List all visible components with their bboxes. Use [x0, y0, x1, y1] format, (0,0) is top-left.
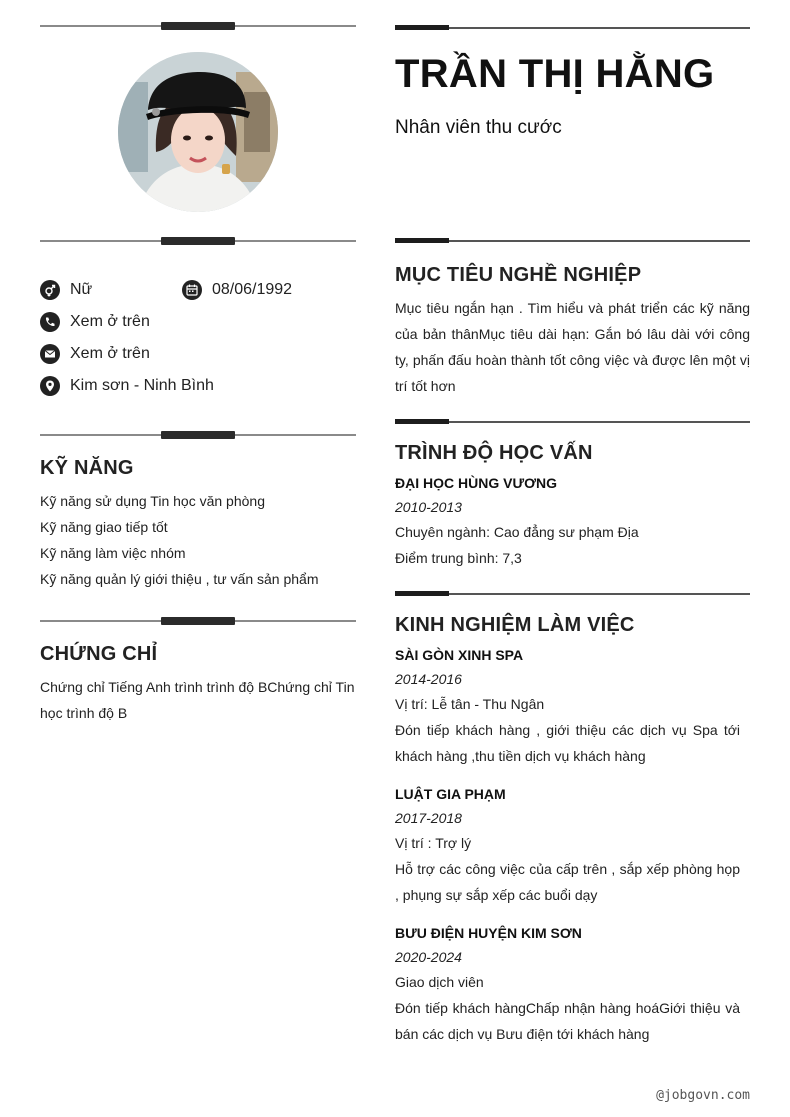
job-description: Đón tiếp khách hàng , giới thiệu các dịch vụ Spa tới khách hàng ,thu tiền dịch vụ khách hàng	[395, 722, 740, 764]
education-major: Chuyên ngành: Cao đẳng sư phạm Địa	[395, 524, 639, 540]
job-description: Hỗ trợ các công việc của cấp trên , sắp xếp phòng họp , phụng sự sắp xếp các buổi dạy	[395, 861, 740, 903]
certificates-title: CHỨNG CHỈ	[40, 643, 158, 665]
company-name: LUẬT GIA PHẠM	[395, 786, 506, 802]
skill-item: Kỹ năng sử dụng Tin học văn phòng	[40, 493, 265, 509]
divider	[395, 591, 750, 597]
mail-icon	[40, 344, 60, 364]
objective-text: Mục tiêu ngắn hạn . Tìm hiểu và phát triển các kỹ năng của bản thânMục tiêu dài hạn: Gắn bó lâu dài với công ty, phấn đấu hoàn thành tốt công việc và được lên một vị trí tốt hơn	[395, 300, 750, 394]
divider	[395, 238, 750, 244]
candidate-name: TRẦN THỊ HẰNG	[395, 52, 715, 96]
avatar-photo	[118, 52, 278, 212]
skill-item: Kỹ năng giao tiếp tốt	[40, 519, 168, 535]
job-period: 2020-2024	[395, 949, 462, 965]
divider	[40, 431, 356, 439]
skill-item: Kỹ năng làm việc nhóm	[40, 545, 186, 561]
school-name: ĐẠI HỌC HÙNG VƯƠNG	[395, 475, 558, 491]
job-period: 2014-2016	[395, 671, 462, 687]
phone-value: Xem ở trên	[70, 313, 150, 330]
job-position: Vị trí : Trợ lý	[395, 835, 472, 851]
skills-title: KỸ NĂNG	[40, 457, 134, 479]
avatar	[118, 52, 278, 212]
education-gpa: Điểm trung bình: 7,3	[395, 550, 522, 566]
email-value: Xem ở trên	[70, 345, 150, 362]
watermark: @jobgovn.com	[656, 1088, 750, 1103]
education-title: TRÌNH ĐỘ HỌC VẤN	[395, 442, 593, 464]
company-name: SÀI GÒN XINH SPA	[395, 647, 524, 663]
email-row	[40, 343, 150, 365]
certificates-text: Chứng chỉ Tiếng Anh trình trình độ BChứng chỉ Tin học trình độ B	[40, 679, 355, 721]
phone-row	[40, 311, 150, 333]
job-position: Vị trí: Lễ tân - Thu Ngân	[395, 696, 545, 712]
location-pin-icon	[40, 376, 60, 396]
experience-title: KINH NGHIỆM LÀM VIỆC	[395, 614, 635, 636]
divider	[40, 22, 356, 30]
job-position: Giao dịch viên	[395, 974, 484, 990]
birthday-value: 08/06/1992	[212, 281, 293, 298]
divider	[395, 25, 750, 31]
divider	[40, 617, 356, 625]
company-name: BƯU ĐIỆN HUYỆN KIM SƠN	[395, 925, 582, 941]
divider	[395, 419, 750, 425]
gender-icon	[40, 280, 60, 300]
job-description: Đón tiếp khách hàngChấp nhận hàng hoáGiới thiệu và bán các dịch vụ Bưu điện tới khách hàng	[395, 1000, 740, 1042]
calendar-icon	[182, 280, 202, 300]
phone-icon	[40, 312, 60, 332]
education-period: 2010-2013	[395, 499, 462, 515]
gender-row	[40, 279, 92, 301]
skill-item: Kỹ năng quản lý giới thiệu , tư vấn sản phẩm	[40, 571, 319, 587]
job-title: Nhân viên thu cước	[395, 117, 562, 138]
job-period: 2017-2018	[395, 810, 462, 826]
address-value: Kim sơn - Ninh Bình	[70, 377, 214, 394]
divider	[40, 237, 356, 245]
birthday-row	[182, 279, 292, 301]
objective-title: MỤC TIÊU NGHỀ NGHIỆP	[395, 264, 642, 286]
education-details	[395, 519, 750, 571]
skills-list	[40, 488, 356, 592]
address-row	[40, 375, 214, 397]
gender-value: Nữ	[70, 281, 93, 298]
